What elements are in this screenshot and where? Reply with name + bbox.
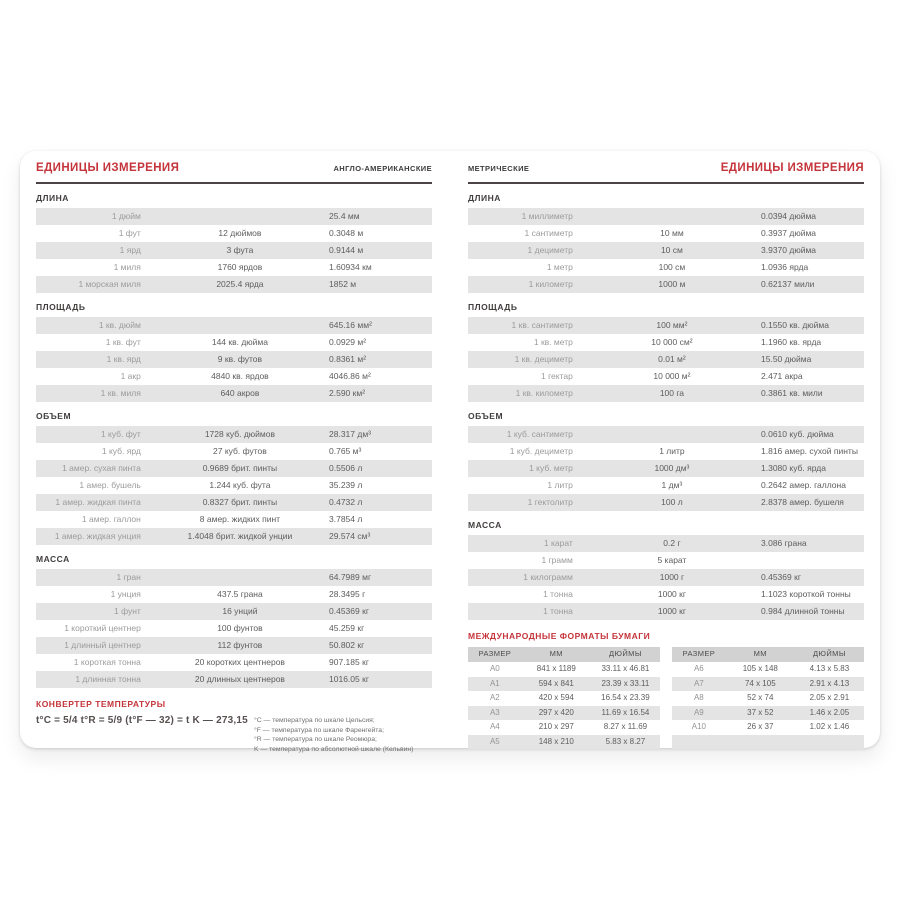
- table-cell: 1000 г: [659, 572, 685, 582]
- table-cell: 1.1960 кв. ярда: [761, 337, 822, 347]
- table-cell: 1 длинная тонна: [75, 674, 141, 684]
- table-row: [36, 368, 432, 385]
- table-cell: 0.9144 м: [329, 245, 364, 255]
- table-cell: 1 короткий центнер: [64, 623, 141, 633]
- table-cell: 3.086 грана: [761, 538, 807, 548]
- table-cell: 1 морская миля: [78, 279, 141, 289]
- table-cell: 1 метр: [546, 262, 573, 272]
- table-row: [468, 460, 864, 477]
- table-cell: 0.2 г: [663, 538, 681, 548]
- table-cell: 1 фут: [118, 228, 141, 238]
- table-row: [468, 276, 864, 293]
- paper-row: [672, 720, 864, 735]
- temp-body: [36, 715, 432, 754]
- table-cell: 0.5506 л: [329, 463, 363, 473]
- table-row: [36, 586, 432, 603]
- page-right: [468, 160, 864, 754]
- table-cell: 2.471 акра: [761, 371, 803, 381]
- table-cell: 100 л: [661, 497, 683, 507]
- table-cell: 0.4732 л: [329, 497, 363, 507]
- table-row: [468, 317, 864, 334]
- table-cell: 0.01 м²: [658, 354, 686, 364]
- paper-cell: 8.27 x 11.69: [603, 722, 648, 731]
- paper-tables: [468, 647, 864, 749]
- table-cell: 1 кв. миля: [100, 388, 141, 398]
- right-header: [468, 160, 864, 178]
- table-cell: 2.590 км²: [329, 388, 366, 398]
- table-cell: 1728 куб. дюймов: [204, 429, 276, 439]
- table-cell: 10 см: [660, 245, 683, 255]
- table-cell: 50.802 кг: [329, 640, 365, 650]
- table-cell: 16 унций: [222, 606, 258, 616]
- paper-header-cell: ММ: [753, 649, 767, 659]
- table-cell: 64.7989 мг: [329, 572, 372, 582]
- paper-cell: 37 x 52: [747, 707, 774, 717]
- table-cell: 112 фунтов: [217, 640, 263, 650]
- table-row: [36, 426, 432, 443]
- header-rule: [468, 182, 864, 184]
- table-cell: 0.3861 кв. мили: [761, 388, 823, 398]
- section-heading: ПЛОЩАДЬ: [36, 302, 86, 312]
- table-cell: 0.62137 мили: [761, 279, 815, 289]
- table-cell: 8 амер. жидких пинт: [199, 514, 281, 524]
- table-row: [36, 259, 432, 276]
- table-cell: 0.0929 м²: [329, 337, 367, 347]
- table-row: [36, 528, 432, 545]
- paper-heading: МЕЖДУНАРОДНЫЕ ФОРМАТЫ БУМАГИ: [468, 631, 651, 641]
- table-row: [468, 351, 864, 368]
- page-subtitle: АНГЛО-АМЕРИКАНСКИЕ: [333, 164, 432, 173]
- table-cell: 1 миллиметр: [521, 211, 573, 221]
- table-cell: 100 га: [659, 388, 685, 398]
- table-row: [468, 385, 864, 402]
- paper-cell: A3: [489, 707, 500, 717]
- paper-cell: 1.46 x 2.05: [809, 707, 850, 717]
- table-row: [468, 426, 864, 443]
- table-row: [36, 242, 432, 259]
- table-row: [36, 620, 432, 637]
- table-row: [468, 208, 864, 225]
- table-cell: 1 короткая тонна: [73, 657, 141, 667]
- table-cell: 1 грамм: [541, 555, 573, 565]
- table-cell: 0.45369 кг: [329, 606, 369, 616]
- table-row: [36, 603, 432, 620]
- table-cell: 9 кв. футов: [217, 354, 263, 364]
- paper-cell: A9: [693, 707, 704, 717]
- table-cell: 1 тонна: [543, 589, 573, 599]
- table-row: [468, 603, 864, 620]
- temperature-converter: [36, 699, 432, 754]
- table-cell: 100 см: [658, 262, 686, 272]
- table-cell: 1 куб. фут: [100, 429, 141, 439]
- page-left: [36, 160, 432, 754]
- table-cell: 1 амер. жидкая унция: [54, 531, 141, 541]
- temp-note: K — температура по абсолютной шкале (Кельвин): [254, 745, 414, 753]
- table-row: [36, 569, 432, 586]
- table-cell: 1.816 амер. сухой пинты: [761, 446, 858, 456]
- table-row: [36, 671, 432, 688]
- table-cell: 1 гектолитр: [527, 497, 573, 507]
- table-cell: 100 фунтов: [217, 623, 263, 633]
- table-row: [468, 494, 864, 511]
- table-cell: 1760 ярдов: [217, 262, 263, 272]
- table-cell: 20 длинных центнеров: [194, 674, 285, 684]
- table-cell: 0.8361 м²: [329, 354, 367, 364]
- table-row: [468, 334, 864, 351]
- table-cell: 20 коротких центнеров: [194, 657, 285, 667]
- header-rule: [36, 182, 432, 184]
- temp-note: °F — температура по шкале Фаренгейта;: [254, 726, 384, 734]
- paper-header-cell: РАЗМЕР: [682, 649, 716, 659]
- table-row: [36, 477, 432, 494]
- table-row: [468, 259, 864, 276]
- paper-row: [672, 662, 864, 677]
- table-cell: 1 унция: [110, 589, 141, 599]
- table-cell: 1 амер. сухая пинта: [62, 463, 141, 473]
- table-cell: 35.239 л: [329, 480, 363, 490]
- table-cell: 1000 кг: [657, 606, 686, 616]
- table-cell: 0.984 длинной тонны: [761, 606, 845, 616]
- section-heading: ДЛИНА: [468, 193, 501, 203]
- table-row: [36, 317, 432, 334]
- paper-cell: A2: [489, 693, 500, 702]
- planner-spread: [20, 151, 880, 753]
- table-cell: 25.4 мм: [329, 211, 360, 221]
- table-row: [36, 334, 432, 351]
- paper-cell: 33.11 x 46.81: [601, 664, 650, 673]
- table-cell: 4840 кв. ярдов: [211, 371, 269, 381]
- paper-cell: 297 x 420: [538, 707, 574, 717]
- table-cell: 10 мм: [660, 228, 684, 238]
- paper-row: [672, 706, 864, 721]
- table-cell: 1000 дм³: [654, 463, 690, 473]
- paper-cell: 210 x 297: [538, 722, 574, 731]
- temp-note: °C — температура по шкале Цельсия;: [254, 717, 375, 724]
- paper-row: [468, 706, 660, 721]
- table-cell: 1 гран: [116, 572, 141, 582]
- section-heading: ПЛОЩАДЬ: [468, 302, 518, 312]
- table-cell: 45.259 кг: [329, 623, 365, 633]
- table-cell: 1000 кг: [657, 589, 686, 599]
- spread-inner: [20, 151, 880, 754]
- unit-section: [468, 302, 864, 402]
- table-cell: 2.8378 амер. бушеля: [761, 497, 844, 507]
- paper-cell: 1.02 x 1.46: [809, 722, 850, 731]
- table-row: [36, 460, 432, 477]
- section-heading: ДЛИНА: [36, 193, 69, 203]
- table-cell: 907.185 кг: [329, 657, 369, 667]
- table-cell: 1 фунт: [114, 606, 141, 616]
- table-cell: 0.3937 дюйма: [761, 228, 817, 238]
- unit-section: [36, 193, 432, 293]
- table-cell: 1 килограмм: [523, 572, 573, 582]
- table-cell: 1 миля: [113, 262, 141, 272]
- table-cell: 1.60934 км: [329, 262, 372, 272]
- table-cell: 27 куб. футов: [213, 446, 267, 456]
- table-cell: 0.765 м³: [329, 446, 362, 456]
- table-row: [36, 654, 432, 671]
- paper-table-a0-a5: [468, 647, 660, 749]
- left-header: [36, 160, 432, 178]
- paper-header-row: [672, 647, 864, 662]
- table-cell: 4046.86 м²: [329, 371, 371, 381]
- table-cell: 0.1550 кв. дюйма: [761, 320, 829, 330]
- table-cell: 1 дюйм: [111, 211, 141, 221]
- paper-row: [672, 691, 864, 706]
- table-cell: 1 литр: [547, 480, 573, 490]
- table-row: [468, 586, 864, 603]
- table-cell: 3.7854 л: [329, 514, 363, 524]
- table-cell: 1000 м: [658, 279, 686, 289]
- temp-note: °R — температура по шкале Реомюра;: [254, 736, 377, 744]
- paper-table-a6-a10: [672, 647, 864, 749]
- table-row: [36, 511, 432, 528]
- table-row: [468, 443, 864, 460]
- paper-row: [468, 720, 660, 735]
- table-cell: 1 километр: [528, 279, 573, 289]
- right-sections: [468, 193, 864, 620]
- paper-cell: 2.05 x 2.91: [809, 693, 850, 702]
- table-row: [468, 225, 864, 242]
- table-cell: 1016.05 кг: [329, 674, 369, 684]
- unit-section: [36, 411, 432, 545]
- table-row: [468, 477, 864, 494]
- table-row: [468, 569, 864, 586]
- table-cell: 0.0610 куб. дюйма: [761, 429, 834, 439]
- table-cell: 1 кв. сантиметр: [511, 320, 573, 330]
- temp-notes: [254, 715, 432, 754]
- table-cell: 1 куб. метр: [529, 463, 573, 473]
- table-row: [36, 385, 432, 402]
- unit-section: [468, 411, 864, 511]
- paper-row: [672, 677, 864, 692]
- table-cell: 1 амер. бушель: [79, 480, 141, 490]
- paper-header-row: [468, 647, 660, 662]
- paper-cell: A10: [691, 722, 706, 731]
- table-cell: 10 000 см²: [651, 337, 693, 347]
- table-cell: 1 амер. жидкая пинта: [55, 497, 141, 507]
- paper-cell: A5: [489, 736, 500, 746]
- table-row: [468, 535, 864, 552]
- unit-section: [36, 302, 432, 402]
- table-row: [468, 242, 864, 259]
- table-cell: 1 куб. сантиметр: [506, 429, 573, 439]
- table-cell: 144 кв. дюйма: [211, 337, 268, 347]
- unit-section: [36, 554, 432, 688]
- table-cell: 1 кв. дюйм: [98, 320, 141, 330]
- table-row: [36, 351, 432, 368]
- paper-cell: 420 x 594: [538, 693, 574, 702]
- table-cell: 28.3495 г: [329, 589, 366, 599]
- table-cell: 1 кв. километр: [515, 388, 573, 398]
- section-heading: ОБЪЕМ: [36, 411, 72, 421]
- table-cell: 1 кв. метр: [533, 337, 573, 347]
- table-cell: 15.50 дюйма: [761, 354, 812, 364]
- table-cell: 1 кв. ярд: [106, 354, 141, 364]
- table-row: [36, 494, 432, 511]
- table-cell: 1 кв. фут: [105, 337, 141, 347]
- table-row: [36, 637, 432, 654]
- paper-header-cell: ММ: [549, 649, 563, 659]
- table-cell: 1 дм³: [661, 480, 683, 490]
- table-cell: 3.9370 дюйма: [761, 245, 817, 255]
- section-heading: МАССА: [468, 520, 502, 530]
- table-cell: 1 амер. галлон: [81, 514, 141, 524]
- unit-section: [468, 520, 864, 620]
- paper-cell: A4: [489, 722, 500, 731]
- paper-cell: 23.39 x 33.11: [601, 678, 650, 688]
- table-row: [36, 208, 432, 225]
- table-cell: 1 кв. дециметр: [514, 354, 573, 364]
- table-cell: 1.244 куб. фута: [209, 480, 271, 490]
- section-heading: МАССА: [36, 554, 70, 564]
- paper-cell: 74 x 105: [744, 678, 776, 688]
- table-cell: 1852 м: [329, 279, 357, 289]
- page-title: ЕДИНИЦЫ ИЗМЕРЕНИЯ: [720, 162, 864, 174]
- table-row: [468, 552, 864, 569]
- table-row: [36, 225, 432, 242]
- table-cell: 1 куб. ярд: [101, 446, 141, 456]
- paper-cell: 26 x 37: [747, 722, 774, 731]
- table-cell: 0.45369 кг: [761, 572, 801, 582]
- table-row: [36, 276, 432, 293]
- paper-cell: A1: [489, 678, 500, 688]
- paper-cell: 594 x 841: [538, 678, 574, 688]
- table-row: [36, 443, 432, 460]
- table-cell: 0.0394 дюйма: [761, 211, 817, 221]
- table-cell: 1 акр: [120, 371, 141, 381]
- table-cell: 10 000 м²: [653, 371, 691, 381]
- page-subtitle: МЕТРИЧЕСКИЕ: [468, 164, 530, 173]
- paper-cell: 148 x 210: [538, 736, 574, 746]
- paper-cell: 5.83 x 8.27: [605, 736, 646, 746]
- table-cell: 645.16 мм²: [329, 320, 372, 330]
- table-cell: 5 карат: [657, 555, 687, 565]
- paper-cell: A7: [693, 678, 704, 688]
- paper-row: [468, 691, 660, 706]
- paper-cell: 4.13 x 5.83: [809, 664, 850, 673]
- paper-formats: [468, 631, 864, 749]
- paper-cell: 16.54 x 23.39: [601, 693, 650, 702]
- table-cell: 1 сантиметр: [524, 228, 573, 238]
- paper-row: [468, 662, 660, 677]
- paper-cell: 841 x 1189: [536, 664, 576, 673]
- table-cell: 100 мм²: [656, 320, 688, 330]
- section-heading: ОБЪЕМ: [468, 411, 504, 421]
- unit-section: [468, 193, 864, 293]
- table-cell: 1 литр: [659, 446, 685, 456]
- paper-row: [468, 677, 660, 692]
- table-cell: 1 тонна: [543, 606, 573, 616]
- paper-row: [672, 735, 864, 750]
- paper-row: [468, 735, 660, 750]
- paper-header-cell: ДЮЙМЫ: [608, 649, 642, 659]
- table-cell: 0.3048 м: [329, 228, 364, 238]
- paper-cell: A8: [693, 693, 704, 702]
- page-title: ЕДИНИЦЫ ИЗМЕРЕНИЯ: [36, 162, 180, 174]
- table-cell: 1.4048 брит. жидкой унции: [187, 531, 293, 541]
- table-cell: 0.9689 брит. пинты: [202, 463, 278, 473]
- paper-cell: 11.69 x 16.54: [601, 707, 650, 717]
- table-cell: 2025.4 ярда: [216, 279, 264, 289]
- table-cell: 1 карат: [543, 538, 573, 548]
- table-cell: 1.1023 короткой тонны: [761, 589, 851, 599]
- paper-cell: 2.91 x 4.13: [809, 678, 850, 688]
- table-cell: 29.574 см³: [329, 531, 371, 541]
- table-cell: 12 дюймов: [218, 228, 262, 238]
- table-row: [468, 368, 864, 385]
- temp-heading: КОНВЕРТЕР ТЕМПЕРАТУРЫ: [36, 699, 166, 709]
- paper-cell: 52 x 74: [747, 693, 774, 702]
- table-cell: 1 ярд: [119, 245, 141, 255]
- paper-cell: A6: [693, 664, 704, 673]
- paper-cell: 105 x 148: [742, 664, 778, 673]
- table-cell: 640 акров: [220, 388, 260, 398]
- left-sections: [36, 193, 432, 688]
- table-cell: 1 куб. дециметр: [509, 446, 573, 456]
- paper-header-cell: ДЮЙМЫ: [812, 649, 846, 659]
- table-cell: 1 гектар: [541, 371, 573, 381]
- temp-formula: t°C = 5/4 t°R = 5/9 (t°F — 32) = t K — 273,15: [36, 715, 248, 726]
- table-cell: 1.3080 куб. ярда: [761, 463, 826, 473]
- table-cell: 3 фута: [226, 245, 254, 255]
- paper-cell: A0: [489, 664, 500, 673]
- table-cell: 0.8327 брит. пинты: [202, 497, 278, 507]
- table-cell: 1 дециметр: [527, 245, 573, 255]
- table-cell: 28.317 дм³: [329, 429, 372, 439]
- paper-header-cell: РАЗМЕР: [478, 649, 512, 659]
- table-cell: 1.0936 ярда: [761, 262, 809, 272]
- table-cell: 437.5 грана: [217, 589, 263, 599]
- table-cell: 1 длинный центнер: [64, 640, 141, 650]
- table-cell: 0.2642 амер. галлона: [761, 480, 846, 490]
